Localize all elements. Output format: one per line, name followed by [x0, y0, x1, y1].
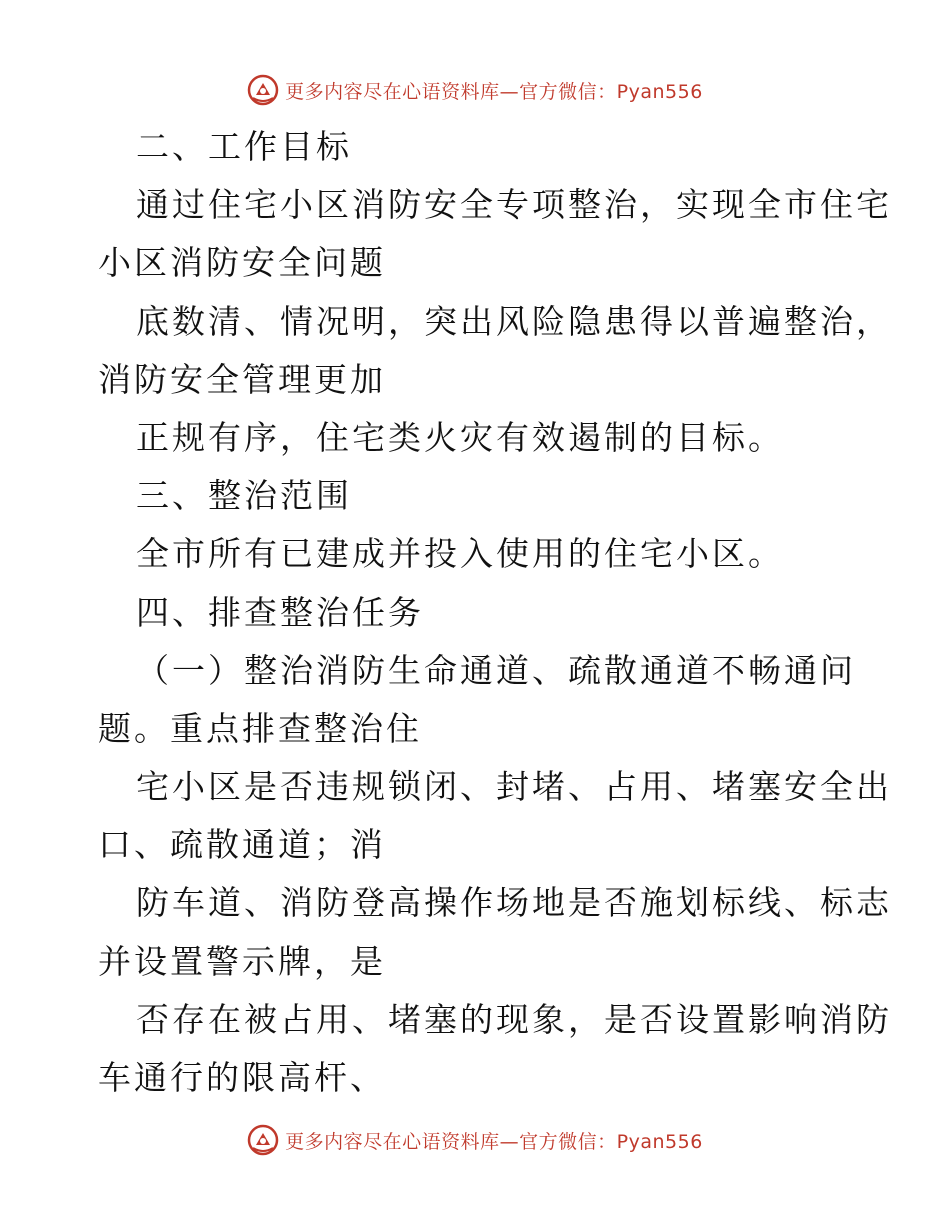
- text-line: 题。重点排查整治住: [98, 708, 422, 748]
- text-line: 防车道、消防登高操作场地是否施划标线、标志: [136, 883, 892, 923]
- text-line: 通过住宅小区消防安全专项整治，实现全市住宅: [136, 185, 892, 225]
- header-banner: [0, 70, 950, 110]
- book-logo-icon: [247, 74, 279, 106]
- text-line: 消防安全管理更加: [98, 359, 386, 399]
- footer-banner-text: 更多内容尽在心语资料库—官方微信：Pyan556: [285, 1130, 703, 1153]
- document-body: [98, 118, 892, 1107]
- book-logo-icon: [247, 1124, 279, 1156]
- text-line: 车通行的限高杆、: [98, 1058, 386, 1097]
- footer-banner: [0, 1120, 950, 1160]
- text-line: 三、整治范围: [136, 476, 352, 516]
- text-line: 正规有序，住宅类火灾有效遏制的目标。: [136, 417, 784, 457]
- text-line: 并设置警示牌，是: [98, 941, 386, 981]
- text-line: 宅小区是否违规锁闭、封堵、占用、堵塞安全出: [136, 767, 892, 807]
- text-line: 全市所有已建成并投入使用的住宅小区。: [136, 534, 784, 574]
- text-line: 小区消防安全问题: [98, 243, 386, 283]
- text-line: 口、疏散通道；消: [98, 825, 386, 865]
- header-banner-text: 更多内容尽在心语资料库—官方微信：Pyan556: [285, 80, 703, 103]
- text-line: （一）整治消防生命通道、疏散通道不畅通问: [136, 650, 856, 690]
- text-line: 底数清、情况明，突出风险隐患得以普遍整治，: [136, 301, 892, 341]
- text-line: 四、排查整治任务: [136, 592, 424, 632]
- text-line: 二、工作目标: [136, 127, 352, 166]
- text-line: 否存在被占用、堵塞的现象，是否设置影响消防: [136, 999, 892, 1039]
